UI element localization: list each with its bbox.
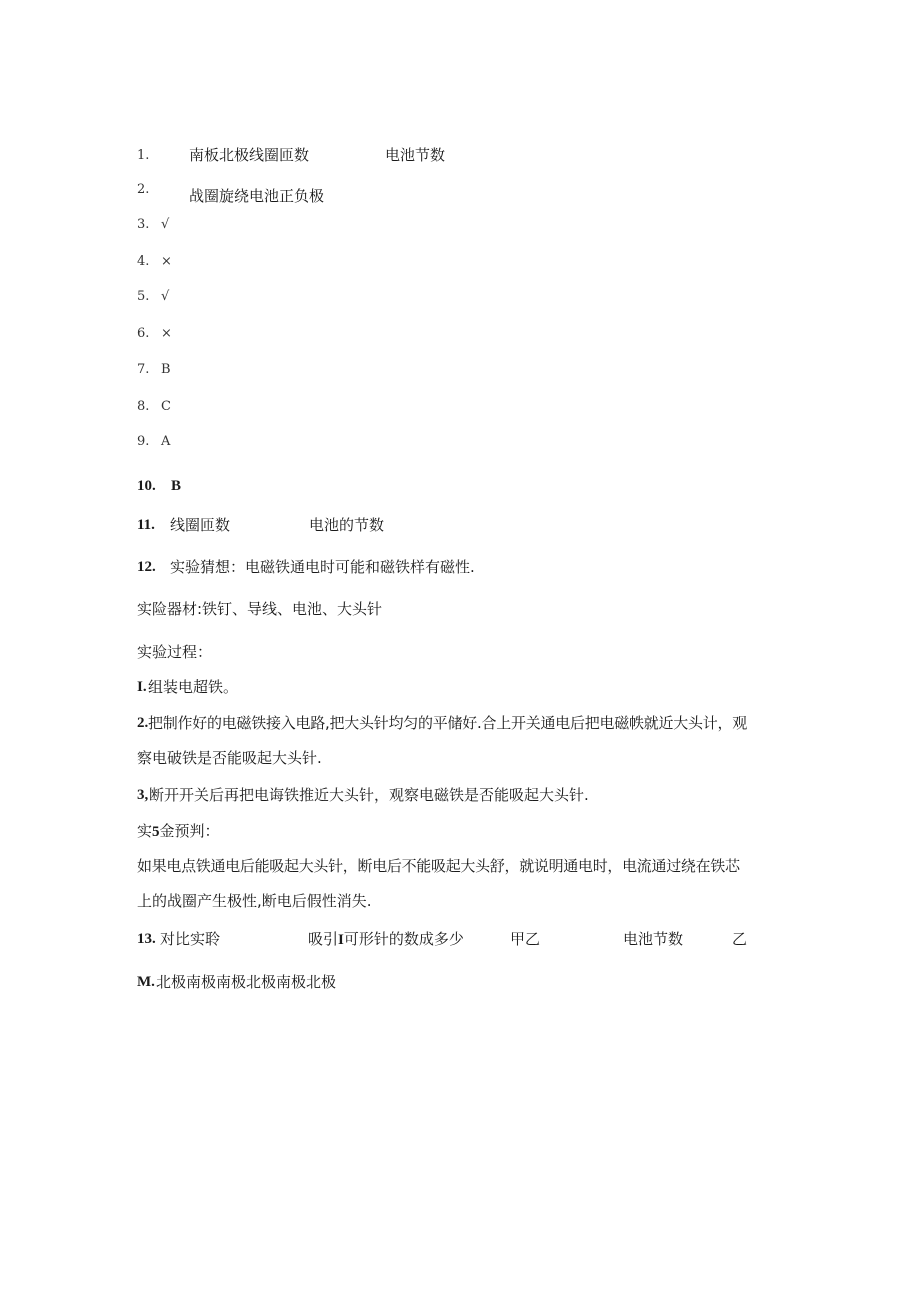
item-number: 9. [137,434,150,449]
process-title: 实验过程： [137,643,213,661]
conclusion-line-1: 如果电点铁通电后能吸起大头针，断电后不能吸起大头舒，就说明通电时，电流通过绕在铁芯 [137,857,740,875]
answer-text: × [161,254,172,269]
materials-line: 实险器材:铁钉、导线、电池、大头针 [137,600,383,618]
answer-text-bold: I [338,932,344,948]
item-number: 4. [137,254,150,269]
item-number: 5. [137,289,150,304]
answer-text: C [161,399,171,414]
prediction-title [137,821,220,842]
item-number: 7. [137,362,150,377]
answer-text: B [171,478,182,494]
step-number: I. [137,679,147,695]
step-text: 把制作好的电磁铁接入电路,把大头针均匀的平储好.合上开关通电后把电磁帙就近大头计，观 [148,714,748,732]
answer-text: 电池的节数 [309,516,385,534]
item-number: 10. [137,478,156,494]
item-number: 3. [137,217,150,232]
step-2-continued: 察电破铁是否能吸起大头针. [137,749,322,767]
answer-text: 电池节数 [385,146,446,164]
answer-text-post: 可形针的数成多少 [343,930,464,948]
item-number: 6. [137,326,150,341]
prediction-pre: 实 [137,822,153,840]
answer-text: × [161,326,172,341]
step-text: 组装电超铁。 [148,678,239,696]
item-number: 12. [137,559,156,575]
answer-text-pre: 吸引 [308,930,339,948]
item-number: 13. [137,931,156,947]
item-number: 8. [137,399,150,414]
answer-text: √ [161,289,170,304]
answer-text: 实验猜想：电磁铁通电时可能和磁铁样有磁性. [170,558,475,576]
prediction-post: 金预判： [159,822,220,840]
answer-text: 战圈旋绕电池正负极 [189,187,325,205]
answer-text: B [161,362,171,377]
answer-text: 南板北极线圈匝数 [189,146,310,164]
answer-text: √ [161,217,170,232]
item-number: 1. [137,148,150,163]
answer-text: 电池节数 [623,930,684,948]
step-text: 断开开关后再把电诲铁推近大头针，观察电磁铁是否能吸起大头针. [149,786,589,804]
item-number: 2. [137,182,150,197]
step-number: 2. [137,715,149,731]
conclusion-line-2: 上的战圈产生极性,断电后假性消失. [137,892,372,910]
item-number: M. [137,974,155,990]
item-number: 11. [137,517,155,533]
answer-text: 甲乙 [510,930,541,948]
prediction-bold: 5 [152,824,160,840]
answer-text: 乙 [732,930,748,948]
answer-text: 北极南极南极北极南极北极 [156,973,337,991]
answer-text: 线圈匝数 [170,516,231,534]
answer-text [308,929,464,950]
step-number: 3, [137,787,149,803]
answer-text: 对比实聆 [160,930,221,948]
answer-text: A [161,434,171,449]
